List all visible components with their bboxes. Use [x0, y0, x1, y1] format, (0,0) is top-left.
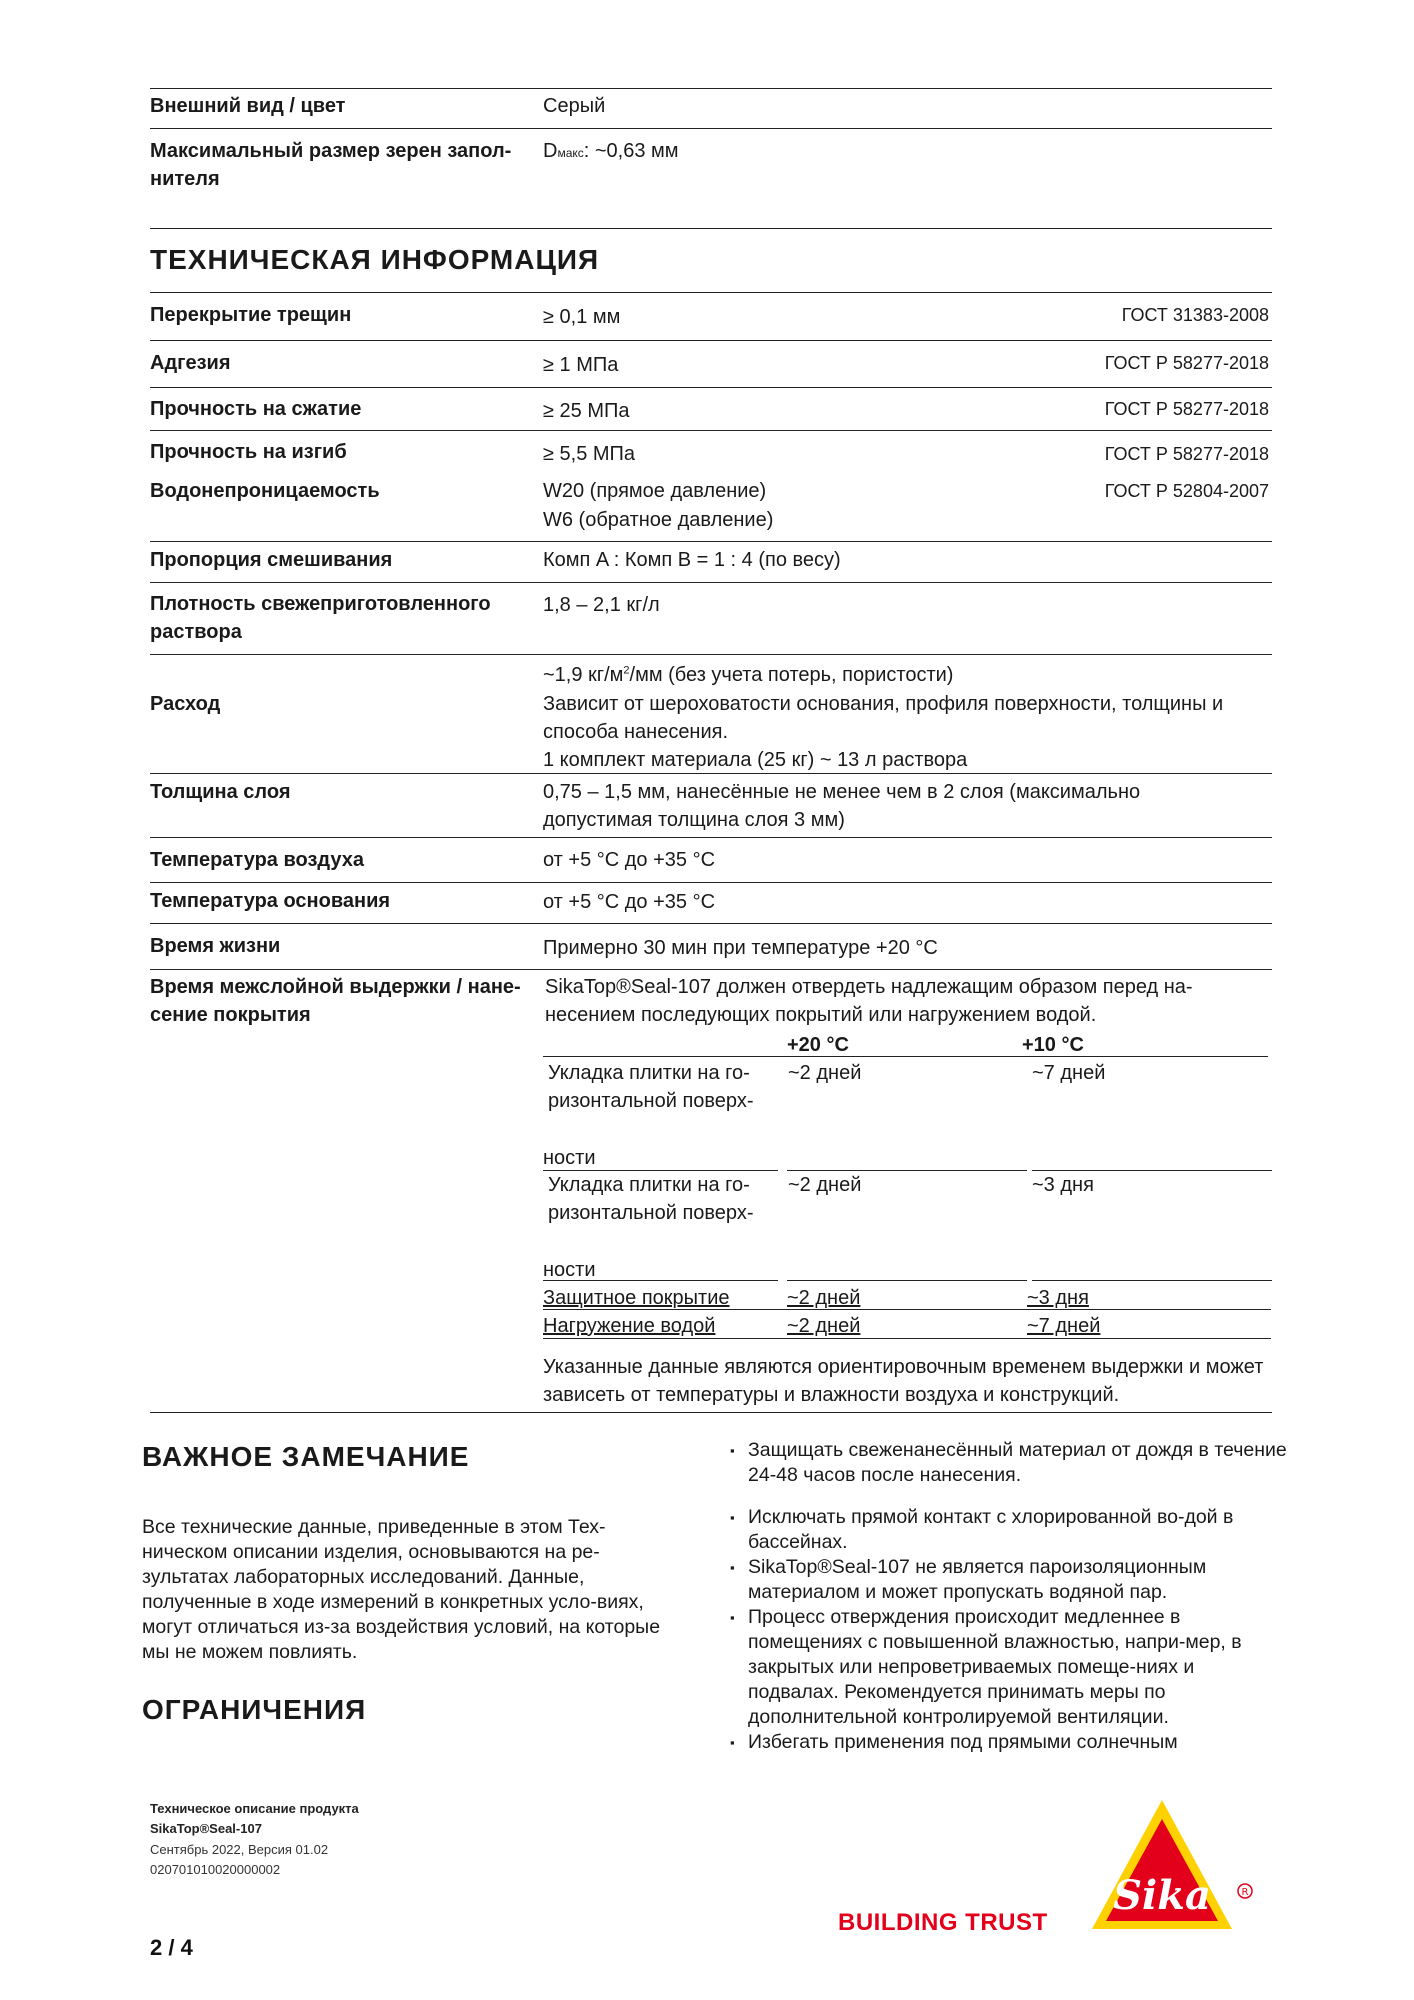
adhesion-standard: ГОСТ Р 58277-2018 — [1104, 353, 1269, 373]
density-value: 1,8 – 2,1 кг/л — [543, 594, 660, 616]
water-value-direct: W20 (прямое давление) — [543, 480, 767, 502]
wait-row-water: Нагружение водой — [543, 1315, 716, 1337]
wait-row-tile-1: Укладка плитки на го-ризонтальной поверх- — [548, 1062, 754, 1112]
wait-row-water-20: ~2 дней — [787, 1315, 861, 1337]
divider — [150, 430, 1272, 431]
base-temp-value: от +5 °C до +35 °C — [543, 891, 716, 913]
divider — [150, 969, 1272, 970]
crack-value: ≥ 0,1 мм — [543, 306, 621, 328]
important-heading: ВАЖНОЕ ЗАМЕЧАНИЕ — [142, 1441, 470, 1472]
important-text: Все технические данные, приведенные в этом Тех-ническом описании изделия, основываются на ре-зультатах лабораторных исследований. Данные, полученные в ходе измерений в конкретных усло-виях, могут отличаться из-за воздействия условий, на которые мы не можем повлиять. — [142, 1516, 661, 1663]
limitation-item: ▪ Исключать прямой контакт с хлорированной во-дой в бассейнах. — [730, 1505, 1288, 1555]
divider — [543, 1338, 1271, 1339]
divider — [150, 387, 1272, 388]
adhesion-value: ≥ 1 МПа — [543, 354, 619, 376]
consumption-note: Зависит от шероховатости основания, профиля поверхности, толщины и способа нанесения. — [543, 693, 1224, 743]
divider — [150, 228, 1272, 229]
limitation-item: ▪ Процесс отверждения происходит медленнее в помещениях с повышенной влажностью, напри-мер, в закрытых или непроветриваемых помеще-ниях и подвалах. Рекомендуется принимать меры по дополнительной контролируемой вентиляции. — [730, 1605, 1288, 1730]
compress-value: ≥ 25 МПа — [543, 400, 630, 422]
divider — [150, 541, 1272, 542]
limitation-item: ▪ SikaTop®Seal-107 не является пароизоляционным материалом и может пропускать водяной пар. — [730, 1555, 1288, 1605]
wait-row-tile-1-20: ~2 дней — [788, 1062, 862, 1084]
wait-label: Время межслойной выдержки / нане-сение покрытия — [150, 976, 521, 1026]
adhesion-label: Адгезия — [150, 352, 231, 374]
divider — [150, 882, 1272, 883]
divider — [787, 1280, 1027, 1281]
wait-intro: SikaTop®Seal-107 должен отвердеть надлежащим образом перед на-несением последующих покрытий или нагружением водой. — [545, 976, 1193, 1026]
registered-mark-letter: R — [1241, 1887, 1249, 1898]
water-standard: ГОСТ Р 52804-2007 — [1104, 481, 1269, 501]
air-temp-label: Температура воздуха — [150, 849, 364, 871]
building-trust-slogan: BUILDING TRUST — [838, 1909, 1048, 1936]
bend-label: Прочность на изгиб — [150, 441, 347, 463]
bend-standard: ГОСТ Р 58277-2018 — [1104, 444, 1269, 464]
air-temp-value: от +5 °C до +35 °C — [543, 849, 716, 871]
compress-standard: ГОСТ Р 58277-2018 — [1104, 399, 1269, 419]
limitations-heading: ОГРАНИЧЕНИЯ — [142, 1694, 367, 1725]
consumption-label: Расход — [150, 693, 221, 715]
wait-col-20: +20 °C — [787, 1034, 849, 1056]
divider — [543, 1309, 1271, 1310]
page-number: 2 / 4 — [150, 1935, 193, 1960]
compress-label: Прочность на сжатие — [150, 398, 362, 420]
wait-row-protective-20: ~2 дней — [787, 1287, 861, 1309]
footer-code: 020701010020000002 — [150, 1862, 281, 1877]
divider — [543, 1056, 1268, 1057]
wait-row-tile-2: Укладка плитки на го-ризонтальной поверх- — [548, 1174, 754, 1224]
water-value-reverse: W6 (обратное давление) — [543, 509, 774, 531]
wait-col-10: +10 °C — [1022, 1034, 1084, 1056]
divider — [150, 773, 1272, 774]
appearance-value: Серый — [543, 95, 606, 117]
divider — [1032, 1280, 1272, 1281]
divider — [150, 340, 1272, 341]
wait-row-protective: Защитное покрытие — [543, 1287, 730, 1309]
divider — [150, 923, 1272, 924]
tech-info-heading: ТЕХНИЧЕСКАЯ ИНФОРМАЦИЯ — [150, 244, 600, 275]
wait-row-protective-10: ~3 дня — [1027, 1287, 1089, 1309]
sika-logo-mark — [1092, 1797, 1262, 1932]
divider — [150, 1412, 1272, 1413]
footer-doc-title: Техническое описание продукта — [150, 1801, 359, 1816]
wait-row-tile-2-tail: ности — [543, 1259, 596, 1281]
wait-row-tile-1-tail: ности — [543, 1147, 596, 1169]
crack-standard: ГОСТ 31383-2008 — [1121, 305, 1269, 325]
divider — [150, 837, 1272, 838]
sika-logo — [1092, 1797, 1262, 1932]
base-temp-label: Температура основания — [150, 890, 391, 912]
mix-label: Пропорция смешивания — [150, 549, 393, 571]
crack-label: Перекрытие трещин — [150, 304, 352, 326]
divider — [150, 292, 1272, 293]
limitation-item: ▪ Защищать свеженанесённый материал от дождя в течение 24-48 часов после нанесения. — [730, 1438, 1288, 1488]
divider — [150, 88, 1272, 89]
mix-value: Комп A : Комп B = 1 : 4 (по весу) — [543, 549, 841, 571]
pot-life-value: Примерно 30 мин при температуре +20 °C — [543, 937, 938, 959]
footer-version: Сентябрь 2022, Версия 01.02 — [150, 1842, 329, 1857]
water-label: Водонепроницаемость — [150, 480, 380, 502]
thickness-label: Толщина слоя — [150, 781, 291, 803]
consumption-rate: ~1,9 $кг/м^2/мм$ (без учета потерь, пористости) — [543, 664, 954, 686]
divider — [543, 1280, 778, 1281]
divider — [150, 128, 1272, 129]
density-label: Плотность свежеприготовленного раствора — [150, 593, 491, 643]
thickness-value: 0,75 – 1,5 мм, нанесённые не менее чем в 2 слоя (максимально допустимая толщина слоя 3 мм) — [543, 781, 1141, 831]
divider — [150, 654, 1272, 655]
pot-life-label: Время жизни — [150, 935, 281, 957]
appearance-label: Внешний вид / цвет — [150, 95, 346, 117]
divider — [150, 582, 1272, 583]
wait-row-tile-1-10: ~7 дней — [1032, 1062, 1106, 1084]
wait-row-water-10: ~7 дней — [1027, 1315, 1101, 1337]
logo-wordmark: Sika — [1113, 1872, 1211, 1919]
limitation-item: ▪ Избегать применения под прямыми солнечным — [730, 1730, 1288, 1755]
grain-label: Максимальный размер зерен запол-нителя — [150, 140, 512, 190]
bend-value: ≥ 5,5 МПа — [543, 443, 636, 465]
grain-value: Dмакс: ~0,63 мм — [543, 140, 679, 162]
footer-product: SikaTop®Seal-107 — [150, 1821, 262, 1836]
wait-note: Указанные данные являются ориентировочным временем выдержки и может зависеть от температуры и влажности воздуха и конструкций. — [543, 1356, 1264, 1406]
consumption-kit: 1 комплект материала (25 кг) ~ 13 л раствора — [543, 749, 968, 771]
wait-row-tile-2-20: ~2 дней — [788, 1174, 862, 1196]
wait-row-tile-2-10: ~3 дня — [1032, 1174, 1094, 1196]
